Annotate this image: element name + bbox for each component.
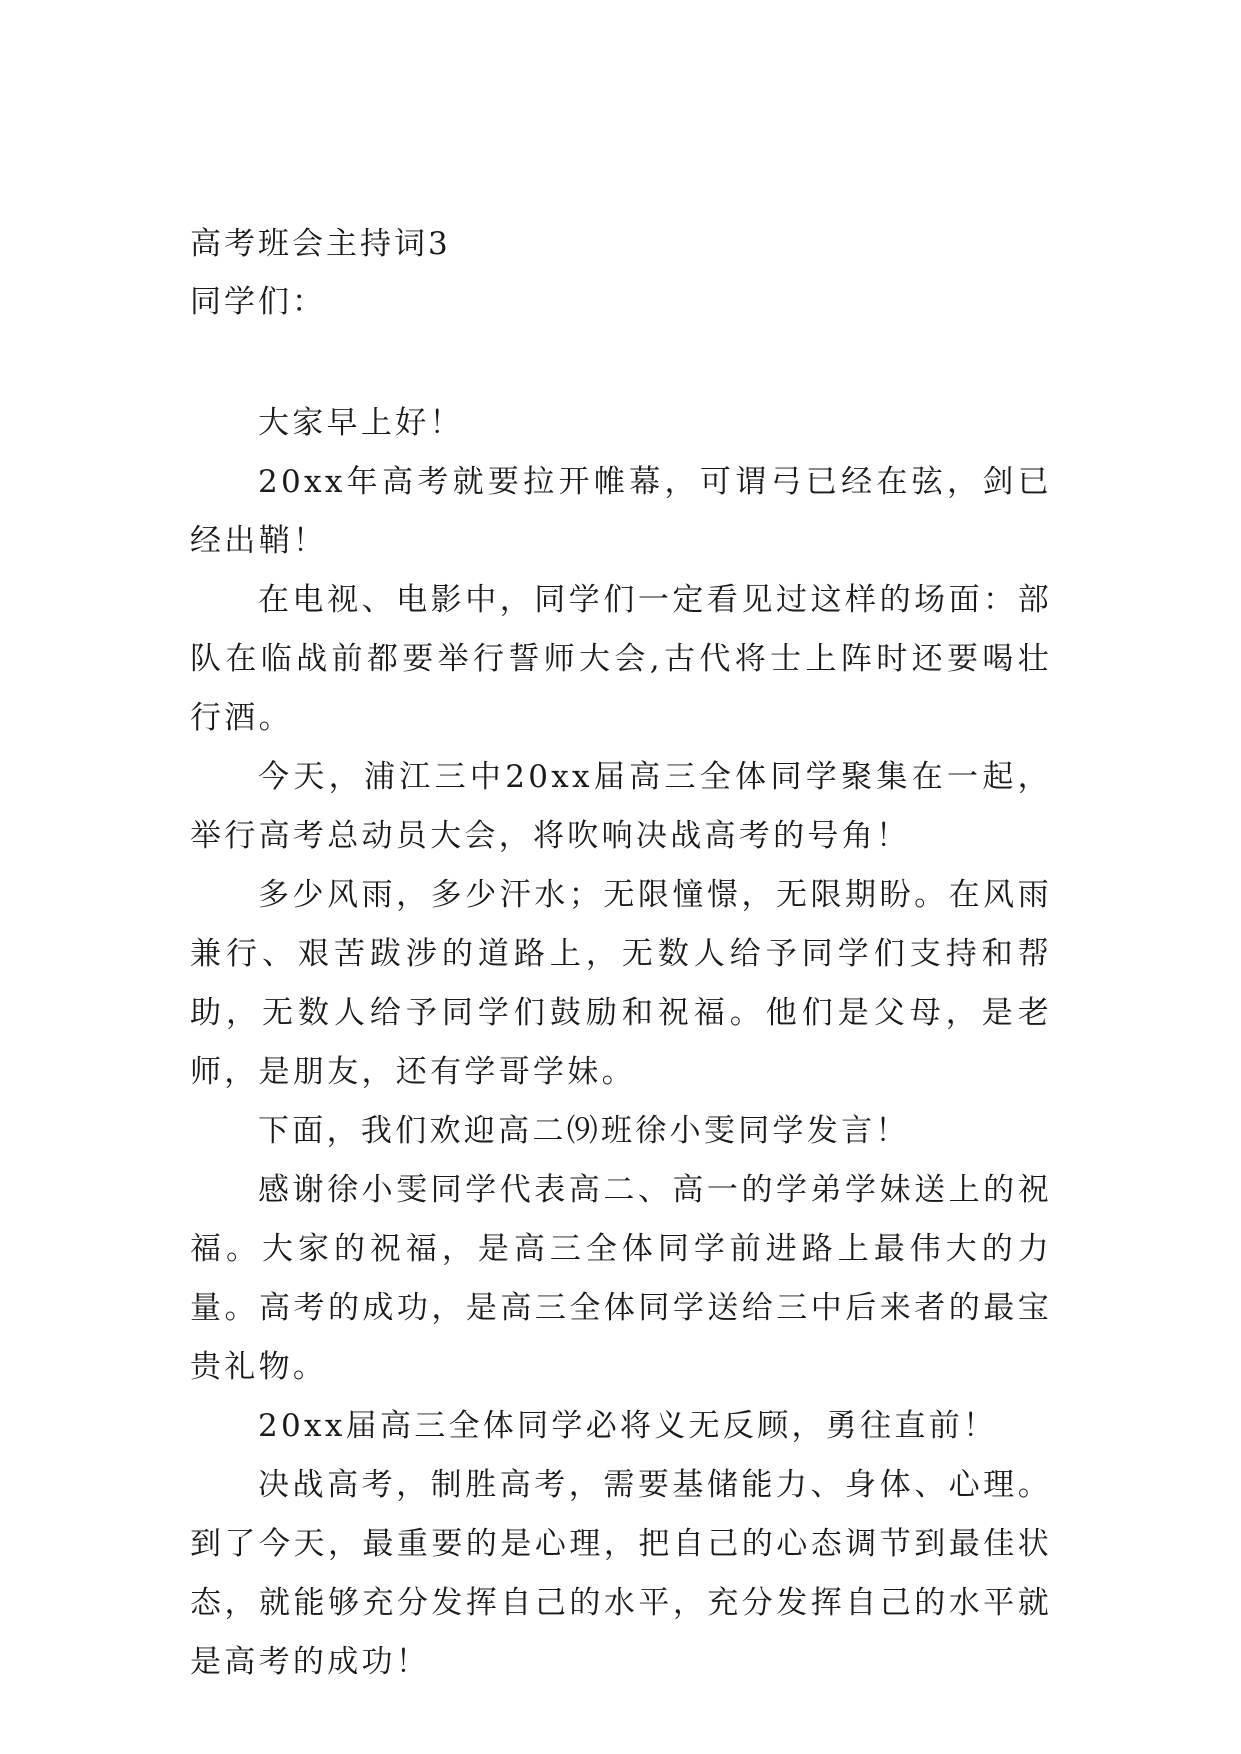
paragraph-mobilization: 今天，浦江三中20xx届高三全体同学聚集在一起，举行高考总动员大会，将吹响决战高考的号角！ (190, 759, 1052, 854)
paragraph-resolve: 20xx届高三全体同学必将义无反顾，勇往直前！ (258, 1408, 998, 1444)
document-title: 高考班会主持词3 (190, 226, 451, 262)
paragraph-exam-opening: 20xx年高考就要拉开帷幕，可谓弓已经在弦，剑已经出鞘！ (190, 464, 1052, 559)
salutation: 同学们： (190, 284, 326, 320)
paragraph-welcome-speaker: 下面，我们欢迎高二⑼班徐小雯同学发言！ (258, 1113, 910, 1149)
paragraph-oath-rally: 在电视、电影中，同学们一定看见过这样的场面：部队在临战前都要举行誓师大会,古代将士上阵时还要喝壮行酒。 (190, 582, 1052, 736)
paragraph-mindset: 决战高考，制胜高考，需要基储能力、身体、心理。到了今天，最重要的是心理，把自己的心态调节到最佳状态，就能够充分发挥自己的水平，充分发挥自己的水平就是高考的成功！ (190, 1467, 1052, 1680)
paragraph-support: 多少风雨，多少汗水；无限憧憬，无限期盼。在风雨兼行、艰苦跋涉的道路上，无数人给予同学们支持和帮助，无数人给予同学们鼓励和祝福。他们是父母，是老师，是朋友，还有学哥学妹。 (190, 877, 1052, 1090)
paragraph-thanks: 感谢徐小雯同学代表高二、高一的学弟学妹送上的祝福。大家的祝福，是高三全体同学前进路上最伟大的力量。高考的成功，是高三全体同学送给三中后来者的最宝贵礼物。 (190, 1172, 1052, 1385)
paragraph-greeting: 大家早上好！ (258, 405, 464, 441)
document-body (190, 394, 1052, 1692)
